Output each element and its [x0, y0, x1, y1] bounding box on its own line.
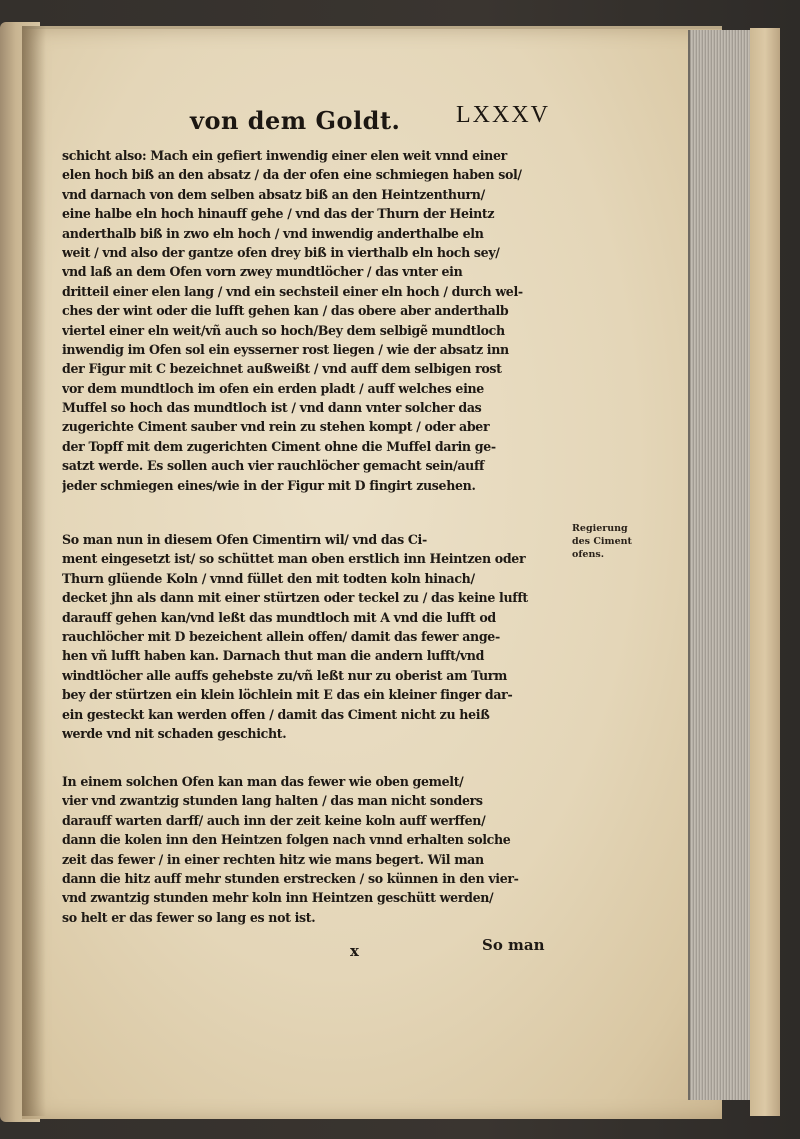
text-line: viertel einer eln weit/vñ auch so hoch/Bey dem selbigẽ mundtloch: [62, 322, 505, 338]
folio-number: LXXXV: [456, 102, 550, 128]
text-line: rauchlöcher mit D bezeichent allein offen/ damit das fewer ange-: [62, 628, 500, 644]
text-line: In einem solchen Ofen kan man das fewer wie oben gemelt/: [62, 774, 464, 789]
marginal-note-line: Regierung: [572, 523, 628, 534]
text-line: dritteil einer elen lang / vnd ein sechsteil einer eln hoch / durch wel-: [62, 283, 523, 299]
text-line: satzt werde. Es sollen auch vier rauchlöcher gemacht sein/auff: [62, 458, 485, 474]
binding-cover-edge: [750, 28, 780, 1116]
gutter-shadow: [22, 26, 46, 1116]
paragraph-2: [62, 530, 552, 743]
marginal-note-line: ofens.: [572, 549, 605, 560]
text-line: Thurn glüende Koln / vnnd füllet den mit todten koln hinach/: [62, 570, 475, 586]
text-line: So man nun in diesem Ofen Cimentirn wil/ vnd das Ci-: [62, 532, 427, 547]
text-line: darauff warten darff/ auch inn der zeit keine koln auff werffen/: [62, 812, 486, 828]
text-line: ment eingesetzt ist/ so schüttet man oben erstlich inn Heintzen oder: [62, 551, 526, 567]
catchword: So man: [482, 936, 545, 954]
text-line: werde vnd nit schaden geschicht.: [62, 725, 287, 741]
text-line: dann die kolen inn den Heintzen folgen nach vnnd erhalten solche: [62, 832, 511, 848]
text-line: zeit das fewer / in einer rechten hitz wie mans begert. Wil man: [62, 851, 484, 867]
text-line: vnd darnach von dem selben absatz biß an den Heintzenthurn/: [62, 186, 485, 202]
text-line: jeder schmiegen eines/wie in der Figur mit D fingirt zusehen.: [62, 477, 476, 493]
text-line: der Figur mit C bezeichnet außweißt / vnd auff dem selbigen rost: [62, 361, 502, 377]
text-line: Muffel so hoch das mundtloch ist / vnd dann vnter solcher das: [62, 400, 482, 416]
page-header: [190, 100, 550, 140]
text-line: schicht also: Mach ein gefiert inwendig einer elen weit vnnd einer: [62, 148, 507, 163]
text-line: vier vnd zwantzig stunden lang halten / das man nicht sonders: [62, 793, 483, 809]
text-line: dann die hitz auff mehr stunden erstrecken / so künnen in den vier-: [62, 870, 519, 886]
text-line: weit / vnd also der gantze ofen drey biß in vierthalb eln hoch sey/: [62, 244, 500, 260]
text-line: anderthalb biß in zwo eln hoch / vnd inwendig anderthalbe eln: [62, 225, 484, 241]
paragraph-3: [62, 772, 552, 927]
text-line: decket jhn als dann mit einer stürtzen oder teckel zu / das keine lufft: [62, 590, 528, 606]
text-line: ches der wint oder die lufft gehen kan / das obere aber anderthalb: [62, 303, 509, 319]
marginal-note: [572, 522, 642, 561]
signature-mark: x: [350, 942, 359, 960]
text-line: vor dem mundtloch im ofen ein erden pladt / auff welches eine: [62, 380, 484, 396]
text-line: vnd laß an dem Ofen vorn zwey mundtlöcher / das vnter ein: [62, 264, 463, 280]
text-line: bey der stürtzen ein klein löchlein mit E das ein kleiner finger dar-: [62, 687, 513, 703]
text-line: so helt er das fewer so lang es not ist.: [62, 909, 316, 925]
text-line: eine halbe eln hoch hinauff gehe / vnd das der Thurn der Heintz: [62, 206, 495, 222]
text-line: darauff gehen kan/vnd leßt das mundtloch mit A vnd die lufft od: [62, 609, 496, 625]
text-line: windtlöcher alle auffs gehebste zu/vñ leßt nur zu oberist am Turm: [62, 667, 508, 683]
running-head: von dem Goldt.: [190, 106, 401, 135]
marginal-note-line: des Ciment: [572, 536, 632, 547]
text-line: hen vñ lufft haben kan. Darnach thut man die andern lufft/vnd: [62, 648, 485, 664]
text-line: ein gesteckt kan werden offen / damit das Ciment nicht zu heiß: [62, 706, 490, 722]
page-edges-stack: [688, 30, 752, 1100]
text-line: elen hoch biß an den absatz / da der ofen eine schmiegen haben sol/: [62, 167, 522, 183]
paragraph-1: [62, 146, 552, 495]
text-line: der Topff mit dem zugerichten Ciment ohne die Muffel darin ge-: [62, 438, 496, 454]
text-line: inwendig im Ofen sol ein eysserner rost liegen / wie der absatz inn: [62, 341, 509, 357]
text-line: zugerichte Ciment sauber vnd rein zu stehen kompt / oder aber: [62, 419, 490, 435]
text-line: vnd zwantzig stunden mehr koln inn Heintzen geschütt werden/: [62, 890, 494, 906]
